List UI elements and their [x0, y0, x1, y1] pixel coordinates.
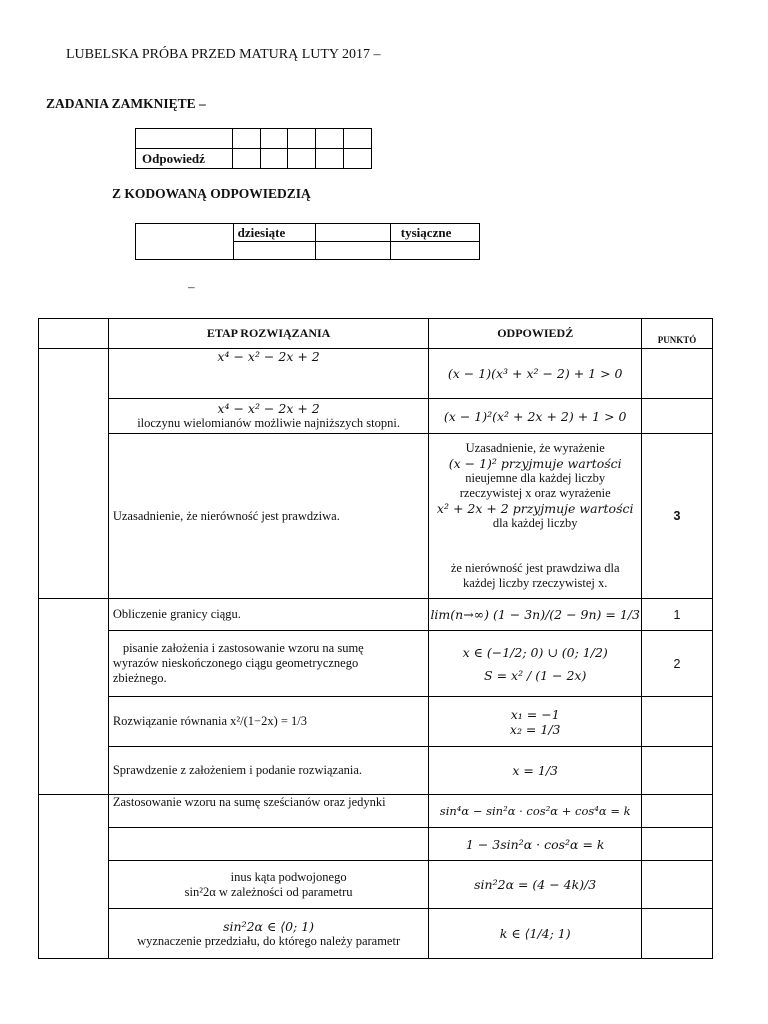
task-number-cell — [39, 795, 109, 959]
etap-cell — [108, 909, 429, 959]
odp-spacer — [429, 531, 641, 546]
odp-cell: sin⁴α − sin²α · cos²α + cos⁴α = k — [429, 795, 642, 828]
points-cell — [642, 795, 713, 828]
etap-cell — [108, 349, 429, 399]
odpowiedz-header: ODPOWIEDŹ — [429, 319, 642, 349]
task-number-header — [39, 319, 109, 349]
coded-cell — [315, 242, 390, 260]
odp-line: (x − 1)² przyjmuje wartości — [448, 456, 622, 471]
table-row — [39, 795, 713, 828]
etap-text: inus kąta podwojonego — [230, 869, 347, 884]
etap-cell: Rozwiązanie równania x²/(1−2x) = 1/3 — [108, 697, 429, 747]
coded-header-row — [136, 224, 480, 242]
coded-tenths-header: dziesiąte — [233, 224, 315, 242]
answer-cell — [344, 149, 372, 169]
coded-cell — [390, 242, 479, 260]
dash-separator: – — [188, 279, 195, 294]
table-row — [39, 909, 713, 959]
odp-cell: sin²2α = (4 − 4k)/3 — [429, 861, 642, 909]
etap-cell: Sprawdzenie z założeniem i podanie rozwiązania. — [108, 747, 429, 795]
etap-cell — [108, 828, 429, 861]
points-cell — [642, 828, 713, 861]
etap-cell: Uzasadnienie, że nierówność jest prawdziwa. — [108, 434, 429, 599]
etap-cell — [108, 631, 429, 697]
etap-text: pisanie założenia i zastosowanie wzoru na sumę — [122, 641, 364, 655]
table-row — [39, 434, 713, 599]
points-cell: 3 — [642, 434, 713, 599]
odp-line: każdej liczby rzeczywistej x. — [463, 576, 608, 590]
coded-cell — [233, 242, 315, 260]
odp-line: x₂ = 1/3 — [509, 721, 561, 737]
points-cell — [642, 747, 713, 795]
table-row — [39, 861, 713, 909]
odp-line: x₁ = −1 — [510, 706, 560, 722]
task-number-cell — [39, 599, 109, 795]
points-cell — [642, 399, 713, 434]
answer-cell — [288, 129, 316, 149]
answer-row-top — [136, 129, 372, 149]
answer-cell — [260, 129, 288, 149]
solution-table — [38, 318, 713, 959]
points-cell — [642, 697, 713, 747]
points-cell — [642, 909, 713, 959]
odp-cell — [429, 434, 642, 599]
answer-cell — [344, 129, 372, 149]
closed-tasks-heading: ZADANIA ZAMKNIĘTE – — [46, 96, 206, 111]
coded-answer-heading: Z KODOWANĄ ODPOWIEDZIĄ — [112, 186, 311, 201]
answer-cell — [316, 149, 344, 169]
etap-text: sin²2α ∈ ⟨0; 1) — [223, 918, 315, 934]
odp-cell: x = 1/3 — [429, 747, 642, 795]
etap-text: wyznaczenie przedziału, do którego należy parametr — [137, 933, 401, 948]
odp-cell: (x − 1)(x³ + x² − 2) + 1 > 0 — [429, 349, 642, 399]
table-row — [39, 747, 713, 795]
odp-cell: 1 − 3sin²α · cos²α = k — [429, 828, 642, 861]
coded-hundredths-header — [315, 224, 390, 242]
odp-spacer — [429, 546, 641, 561]
odp-cell: k ∈ ⟨1/4; 1) — [429, 909, 642, 959]
odp-cell: (x − 1)²(x² + 2x + 2) + 1 > 0 — [429, 399, 642, 434]
answer-cell — [232, 129, 260, 149]
odp-line: x ∈ (−1/2; 0) ∪ (0; 1/2) — [462, 644, 608, 660]
odp-cell: lim(n→∞) (1 − 3n)/(2 − 9n) = 1/3 — [429, 599, 642, 631]
etap-text: zbieżnego. — [112, 671, 167, 685]
answer-cell — [232, 149, 260, 169]
odp-line: rzeczywistej x oraz wyrażenie — [459, 486, 611, 500]
solution-header-row — [39, 319, 713, 349]
table-row — [39, 631, 713, 697]
answer-label: Odpowiedź — [136, 149, 233, 169]
table-row — [39, 697, 713, 747]
table-row — [39, 399, 713, 434]
answer-cell — [288, 149, 316, 169]
etap-cell — [108, 399, 429, 434]
odp-cell — [429, 631, 642, 697]
coded-thousandths-header: tysiączne — [390, 224, 479, 242]
odp-line: nieujemne dla każdej liczby — [465, 471, 606, 485]
odp-line: że nierówność jest prawdziwa dla — [450, 561, 620, 575]
table-row — [39, 599, 713, 631]
points-cell — [642, 861, 713, 909]
punkty-header: PUNKTÓ — [642, 319, 713, 349]
etap-cell — [108, 861, 429, 909]
odp-line: x² + 2x + 2 przyjmuje wartości — [436, 501, 634, 516]
odp-line: dla każdej liczby — [492, 516, 578, 530]
answer-cell — [260, 149, 288, 169]
answer-cell — [316, 129, 344, 149]
etap-cell: Obliczenie granicy ciągu. — [108, 599, 429, 631]
answer-empty-label — [136, 129, 233, 149]
answer-table — [135, 128, 372, 169]
answer-row-bottom — [136, 149, 372, 169]
coded-answer-table — [135, 223, 480, 260]
table-row — [39, 828, 713, 861]
etap-text: sin²2α w zależności od parametru — [184, 884, 353, 899]
points-cell: 2 — [642, 631, 713, 697]
etap-text: iloczynu wielomianów możliwie najniższych stopni. — [137, 416, 400, 430]
task-number-cell — [39, 349, 109, 599]
points-cell — [642, 349, 713, 399]
odp-line: S = x² / (1 − 2x) — [484, 667, 587, 683]
etap-text: x⁴ − x² − 2x + 2 — [217, 349, 320, 364]
table-row — [39, 349, 713, 399]
odp-cell — [429, 697, 642, 747]
coded-label-cell — [136, 224, 234, 260]
etap-text: x⁴ − x² − 2x + 2 — [217, 401, 320, 416]
odp-line: Uzasadnienie, że wyrażenie — [465, 441, 605, 455]
etap-cell: Zastosowanie wzoru na sumę sześcianów oraz jedynki — [108, 795, 429, 828]
points-cell: 1 — [642, 599, 713, 631]
etap-header: ETAP ROZWIĄZANIA — [108, 319, 429, 349]
etap-text: wyrazów nieskończonego ciągu geometrycznego — [112, 656, 359, 670]
page-title: LUBELSKA PRÓBA PRZED MATURĄ LUTY 2017 – — [66, 47, 381, 62]
